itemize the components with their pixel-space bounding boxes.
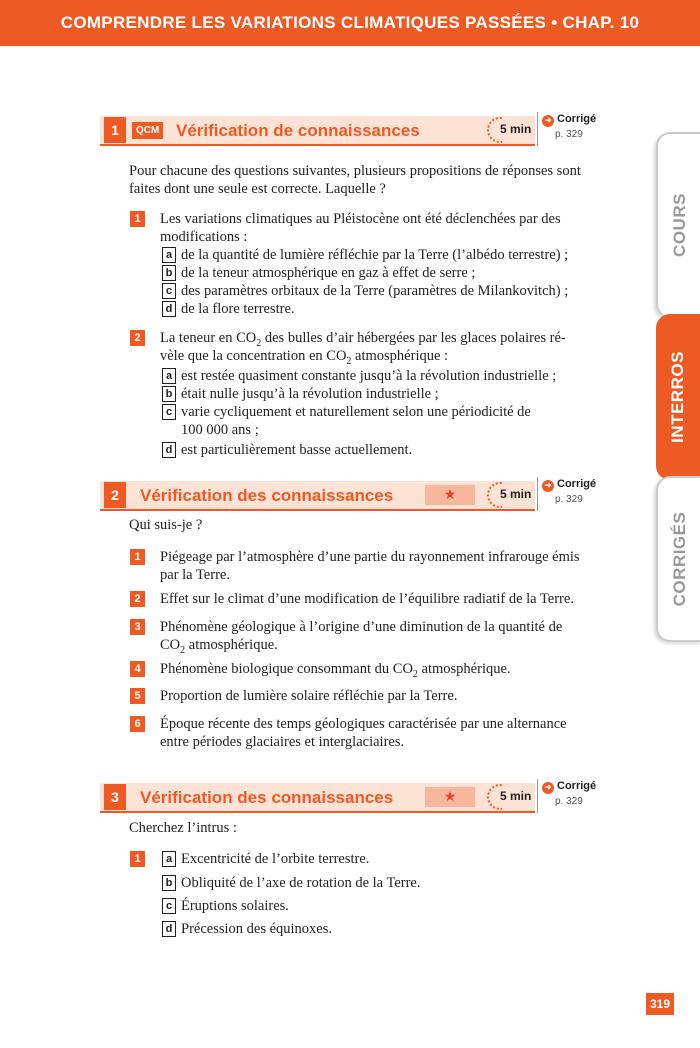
corrige-label: Corrigé — [557, 780, 597, 792]
option-text: Excentricité de l’orbite terrestre. — [181, 851, 370, 867]
question-number: 3 — [130, 619, 145, 635]
question-number: 4 — [130, 661, 145, 677]
question-number: 5 — [130, 688, 145, 704]
question-text-line2: modifications : — [160, 229, 248, 245]
corrige-link[interactable] — [537, 112, 598, 146]
answer-option[interactable] — [162, 246, 568, 264]
option-letter: c — [162, 898, 176, 914]
corrige-link[interactable] — [537, 477, 598, 511]
corrige-label: Corrigé — [557, 478, 597, 490]
question-number: 2 — [130, 330, 145, 346]
option-text: était nulle jusqu’à la révolution industrielle ; — [181, 386, 439, 402]
question-number: 1 — [130, 549, 145, 565]
option-text: est restée quasiment constante jusqu’à la révolution industrielle ; — [181, 368, 557, 384]
corrige-page: p. 329 — [555, 796, 583, 807]
option-text: Obliquité de l’axe de rotation de la Terre. — [181, 875, 421, 891]
answer-option[interactable] — [162, 920, 332, 938]
option-letter: d — [162, 301, 176, 317]
option-text: Précession des équinoxes. — [181, 921, 333, 937]
option-text: de la flore terrestre. — [181, 301, 295, 317]
answer-option[interactable] — [162, 385, 439, 403]
option-letter: d — [162, 442, 176, 458]
question-text-line1: Phénomène géologique à l’origine d’une diminution de la quantité de — [160, 619, 563, 635]
question-number: 2 — [130, 591, 145, 607]
exercise-title: Vérification des connaissances — [140, 788, 394, 807]
tab-corriges-label: CORRIGÉS — [670, 511, 689, 607]
option-letter: d — [162, 921, 176, 937]
option-letter: b — [162, 875, 176, 891]
corrige-page: p. 329 — [555, 129, 583, 140]
answer-option[interactable] — [162, 897, 289, 915]
answer-option[interactable] — [162, 403, 531, 421]
corrige-page: p. 329 — [555, 494, 583, 505]
option-letter: c — [162, 404, 176, 420]
question-text-line2: vèle que la concentration en $CO_2$ atmosphérique : — [160, 348, 449, 367]
exercise-number: 1 — [104, 117, 126, 143]
question-text-line2: par la Terre. — [160, 567, 230, 583]
chapter-header: COMPRENDRE LES VARIATIONS CLIMATIQUES PASSÉES • CHAP. 10 — [0, 0, 700, 46]
exercise-2-intro: Qui suis-je ? — [129, 517, 203, 533]
exercise-3-intro: Cherchez l’intrus : — [129, 820, 237, 836]
corrige-link[interactable] — [537, 779, 598, 813]
question-text-line1: Effet sur le climat d’une modification de l’équilibre radiatif de la Terre. — [160, 591, 574, 607]
answer-option[interactable] — [162, 367, 556, 385]
exercise-2-header — [100, 478, 598, 511]
arrow-right-icon: ➜ — [542, 480, 554, 492]
tab-interros-label: INTERROS — [668, 351, 687, 443]
question-text-line1: Piégeage par l’atmosphère d’une partie du rayonnement infrarouge émis — [160, 549, 580, 565]
option-text: de la teneur atmosphérique en gaz à effet de serre ; — [181, 265, 476, 281]
answer-option[interactable] — [162, 850, 369, 868]
option-text: varie cycliquement et naturellement selon une périodicité de — [181, 404, 531, 420]
question-text-line1: Époque récente des temps géologiques caractérisée par une alternance — [160, 716, 567, 732]
question-text-line2: $CO_2$ atmosphérique. — [160, 637, 278, 656]
option-letter: a — [162, 368, 176, 384]
question-text-line2: entre périodes glaciaires et interglaciaires. — [160, 734, 405, 750]
question-number: 1 — [130, 851, 145, 867]
option-letter: a — [162, 851, 176, 867]
option-letter: c — [162, 283, 176, 299]
answer-option[interactable] — [162, 282, 568, 300]
tab-interros[interactable] — [656, 314, 700, 480]
arrow-right-icon: ➜ — [542, 782, 554, 794]
option-text: est particulièrement basse actuellement. — [181, 442, 413, 458]
tab-cours-label: COURS — [670, 193, 689, 257]
option-text: Éruptions solaires. — [181, 898, 289, 914]
arrow-right-icon: ➜ — [542, 115, 554, 127]
exercise-title: Vérification de connaissances — [176, 121, 420, 140]
corrige-label: Corrigé — [557, 113, 597, 125]
question-text-line1: Les variations climatiques au Pléistocène ont été déclenchées par des — [160, 211, 561, 227]
answer-option[interactable] — [162, 441, 412, 459]
question-text-line1: Proportion de lumière solaire réfléchie par la Terre. — [160, 688, 458, 704]
page-number: 319 — [646, 993, 674, 1015]
duration-label: 5 min — [500, 487, 532, 501]
exercise-1-header — [100, 113, 598, 146]
question-text-line1: Phénomène biologique consommant du $CO_2$ atmosphérique. — [160, 661, 511, 680]
exercise-number: 2 — [104, 482, 126, 508]
exercise-number: 3 — [104, 784, 126, 810]
option-letter: b — [162, 265, 176, 281]
tab-cours[interactable] — [656, 132, 700, 318]
option-text: des paramètres orbitaux de la Terre (paramètres de Milankovitch) ; — [181, 283, 569, 299]
option-letter: a — [162, 247, 176, 263]
difficulty-star-icon: ★ — [425, 485, 475, 505]
answer-option[interactable] — [162, 300, 295, 318]
option-letter: b — [162, 386, 176, 402]
tab-corriges[interactable] — [656, 476, 700, 642]
duration-label: 5 min — [500, 122, 532, 136]
exercise-1-intro-line1: Pour chacune des questions suivantes, plusieurs propositions de réponses sont — [129, 163, 581, 179]
qcm-badge: QCM — [132, 122, 163, 139]
question-number: 1 — [130, 211, 145, 227]
exercise-title: Vérification des connaissances — [140, 486, 394, 505]
duration-label: 5 min — [500, 789, 532, 803]
difficulty-star-icon: ★ — [425, 787, 475, 807]
option-text: de la quantité de lumière réfléchie par la Terre (l’albédo terrestre) ; — [181, 247, 569, 263]
question-number: 6 — [130, 716, 145, 732]
exercise-1-intro-line2: faites dont une seule est correcte. Laquelle ? — [129, 181, 386, 197]
exercise-3-header — [100, 780, 598, 813]
option-text-continued: 100 000 ans ; — [181, 422, 259, 438]
answer-option[interactable] — [162, 264, 475, 282]
question-text-line1: La teneur en $CO_2$ des bulles d’air hébergées par les glaces polaires ré- — [160, 330, 566, 349]
answer-option[interactable] — [162, 874, 420, 892]
